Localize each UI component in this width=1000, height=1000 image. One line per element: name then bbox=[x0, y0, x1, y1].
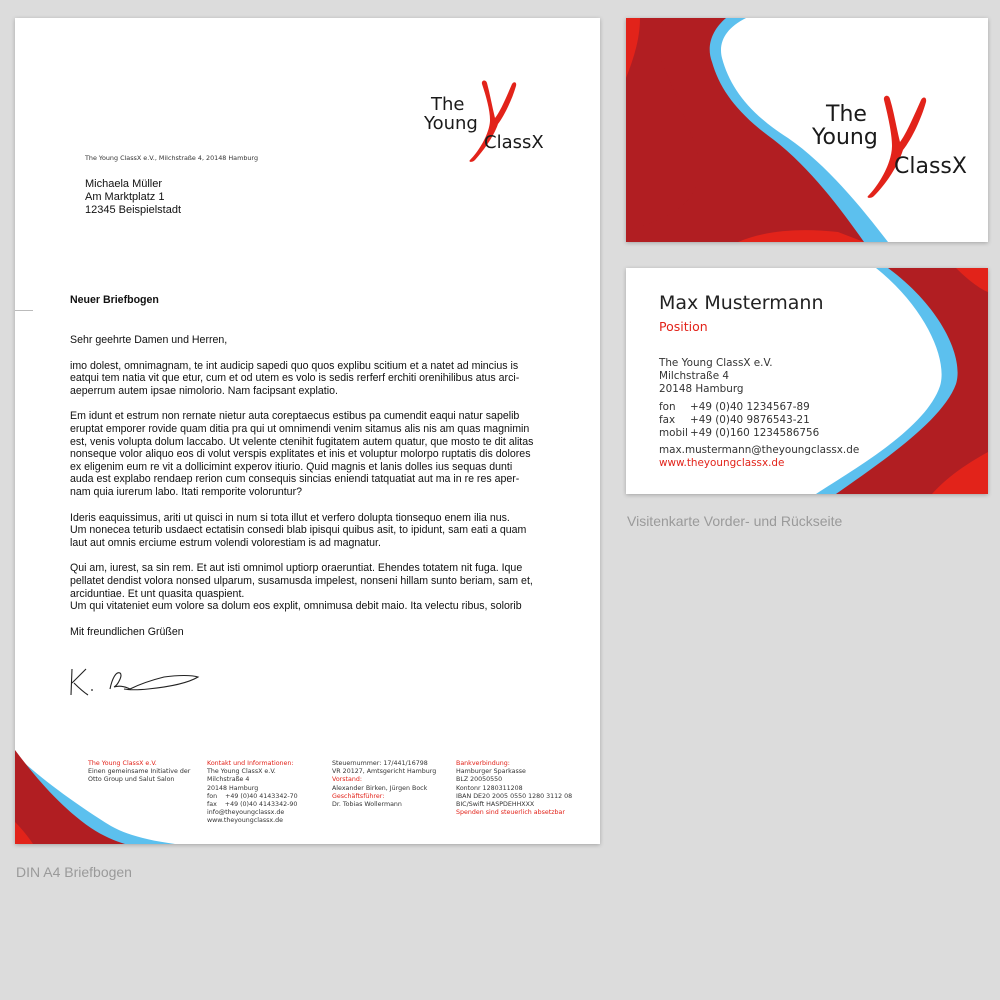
logo-the: The bbox=[431, 94, 465, 115]
card-phone-row: fon +49 (0)40 1234567-89 bbox=[659, 401, 810, 413]
card-email: max.mustermann@theyoungclassx.de bbox=[659, 444, 860, 456]
card-phone-row: fax +49 (0)40 9876543-21 bbox=[659, 414, 810, 427]
paragraph-3: Ideris eaquissimus, ariti ut quisci in num si tota illut et verfero dolupta tionsequo enem ilia nus. Um nonecea teturib usdaect ectatisin consedi blab ipisqui quibus asit, to ipidunt, sam eati a quam laut aut omnis erciume estrum volendi volorestiam is ad magnatur. bbox=[70, 511, 527, 549]
closing: Mit freundlichen Grüßen bbox=[70, 625, 184, 638]
footer-col-3: Steuernummer: 17/441/16798 VR 20127, Amtsgericht Hamburg Vorstand: Alexander Birken, Jürgen Bock Geschäftsführer: Dr. Tobias Wollermann bbox=[332, 760, 437, 809]
card-name: Max Mustermann bbox=[659, 292, 824, 314]
card-logo-the: The bbox=[826, 102, 867, 127]
business-card-front bbox=[626, 18, 988, 242]
card-phones bbox=[659, 401, 819, 441]
footer-col-1: The Young ClassX e.V. Einen gemeinsame Initiative der Otto Group und Salut Salon bbox=[88, 760, 191, 784]
recipient-block bbox=[85, 178, 181, 217]
footer-col-2: Kontakt und Informationen: The Young ClassX e.V. Milchstraße 4 20148 Hamburg fon +49 (0)40 4143342-70 fax +49 (0)40 4143342-90 info@theyoungclassx.de www.theyoungclassx.de bbox=[207, 760, 298, 825]
card-logo-classx: ClassX bbox=[894, 154, 967, 179]
recipient-name: Michaela Müller bbox=[85, 178, 163, 190]
card-phone-row: mobil +49 (0)160 1234586756 bbox=[659, 427, 820, 440]
letter-body bbox=[70, 334, 570, 651]
footer-bank-title: Bankverbindung: bbox=[456, 760, 510, 767]
footer-org: The Young ClassX e.V. bbox=[88, 760, 157, 767]
logo-classx: ClassX bbox=[484, 132, 544, 153]
card-address: The Young ClassX e.V. Milchstraße 4 20148 Hamburg bbox=[659, 357, 773, 396]
fold-mark bbox=[15, 310, 33, 311]
logo-young: Young bbox=[424, 113, 478, 134]
paragraph-2: Em idunt et estrum non rernate nietur auta coreptaecus estibus pa cumendit eaqui natur sapelib eruptat emporer rovide quam ditia pra qui ut omnimendi venim sitamus alis nis am quas magnimin est, venis volupta dolum laccabo. Ut velente ctenihit fugitatem autem quatur, que mosto te dit alitas nonseque volor aliquo eos di volut verspis explitates et inis et voluptur molorpo ruptatis dis dolores ex eligenim eum re vit a dollicimint experov itiurio. Quid magnis et lanis dolles ius sequas dunti auda est explabo rendaep rerion cum consequis sincias eniendi tatquatiat aut ma in re res aper- nam quia iurerum labo. Itati remporite voloruntur? bbox=[70, 410, 534, 498]
sender-line: The Young ClassX e.V., Milchstraße 4, 20148 Hamburg bbox=[85, 154, 259, 162]
paragraph-4: Qui am, iurest, sa sin rem. Et aut isti omnimol uptiorp oraeruntiat. Ehendes totatem nit fuga. Ique pellatet dendist volora nonsed ulparum, susamusda impelest, nonseni hillam sunto beriam, sam et, arciduntiae. Et unt quasita quaspient. Um qui vitateniet eum volore sa dolum eos explit, omnimusa debit maio. Ita velectu ribus, solorib bbox=[70, 562, 533, 613]
letterhead-sheet bbox=[15, 18, 600, 844]
card-position: Position bbox=[659, 319, 708, 334]
recipient-city: 12345 Beispielstadt bbox=[85, 204, 182, 216]
card-web: www.theyoungclassx.de bbox=[659, 457, 785, 470]
paragraph-1: imo dolest, omnimagnam, te int audicip sapedi quo quos explibu scitium et a natet ad mincius is eatqui tem natia vit que etur, cum et od utem es volo is sedis rerferf erchiti orenihilibus atus arci- aeperrum autem ipsae nimolorio. Nam facipsant explatio. bbox=[70, 359, 520, 397]
footer-col-4: Bankverbindung: Hamburger Sparkasse BLZ 20050550 Kontonr 1280311208 IBAN DE20 2005 0550 1280 3112 08 BIC/Swift HASPDEHHXXX Spenden sind steuerlich absetzbar bbox=[456, 760, 573, 817]
card-logo-young: Young bbox=[812, 125, 878, 150]
letter-logo bbox=[420, 76, 560, 166]
caption-letter: DIN A4 Briefbogen bbox=[16, 864, 132, 880]
footer-contact-title: Kontakt und Informationen: bbox=[207, 760, 294, 767]
letter-corner-graphic bbox=[15, 744, 175, 844]
business-card-back bbox=[626, 268, 988, 494]
recipient-street: Am Marktplatz 1 bbox=[85, 191, 165, 203]
card-contact bbox=[659, 444, 859, 470]
signature bbox=[68, 663, 208, 699]
card-logo bbox=[806, 88, 981, 198]
caption-card: Visitenkarte Vorder- und Rückseite bbox=[627, 513, 843, 529]
salutation: Sehr geehrte Damen und Herren, bbox=[70, 334, 228, 346]
subject: Neuer Briefbogen bbox=[70, 294, 159, 306]
